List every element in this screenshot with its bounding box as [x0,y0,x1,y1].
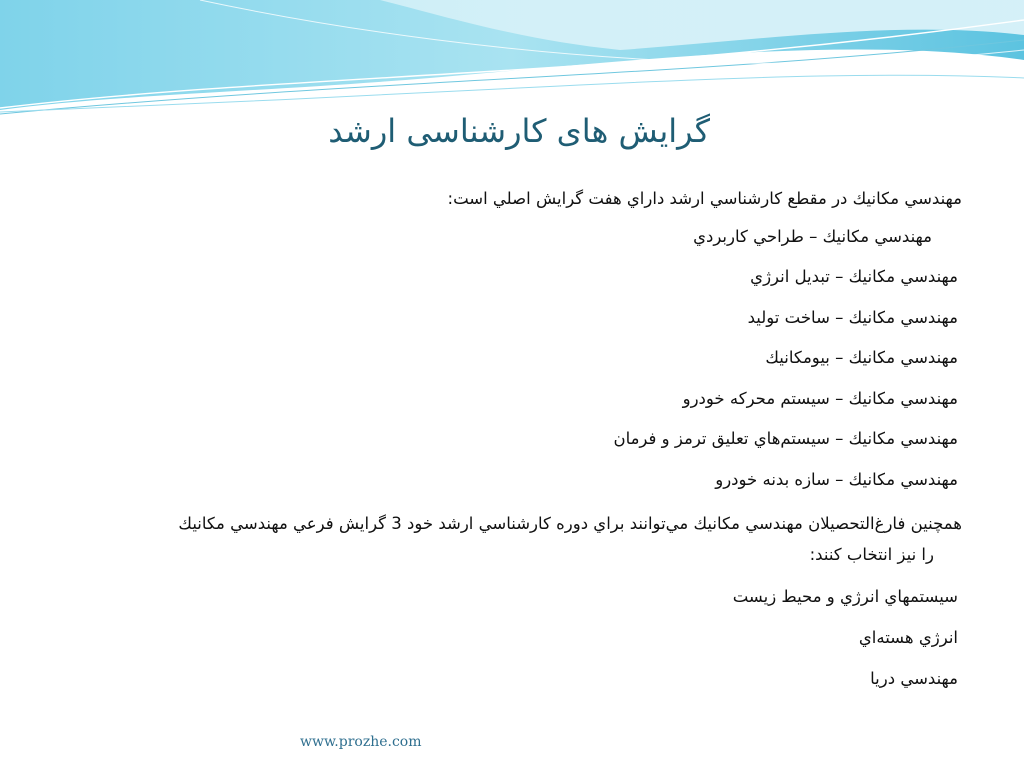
footer-url[interactable]: www.prozhe.com [300,734,422,750]
secondary-track-item: انرژي هسته‌اي [858,628,958,647]
secondary-intro-line2: را نيز انتخاب كنند: [809,545,934,564]
track-item: مهندسي مكانيك – طراحي كاربردي [693,227,932,246]
track-item: مهندسي مكانيك – تبديل انرژي [750,267,958,286]
track-item: مهندسي مكانيك – سازه بدنه خودرو [715,470,958,489]
track-item: مهندسي مكانيك – ساخت توليد [747,308,958,327]
secondary-track-item: مهندسي دريا [870,669,958,688]
slide-title: گرایش های کارشناسی ارشد [328,112,710,150]
secondary-track-item: سيستمهاي انرژي و محيط زيست [732,587,958,606]
track-item: مهندسي مكانيك – بيومكانيك [765,348,958,367]
intro-text: مهندسي مكانيك در مقطع كارشناسي ارشد داراي هفت گرايش اصلي است: [447,189,962,208]
track-item: مهندسي مكانيك – سيستم‌هاي تعليق ترمز و فرمان [613,429,958,448]
track-item: مهندسي مكانيك – سيستم محركه خودرو [682,389,958,408]
secondary-intro [66,508,962,570]
secondary-intro-line1: همچنين فارغ‌التحصيلان مهندسي مكانيك مي‌توانند براي دوره كارشناسي ارشد خود 3 گرايش فرعي مهندسي مكانيك [178,514,962,533]
